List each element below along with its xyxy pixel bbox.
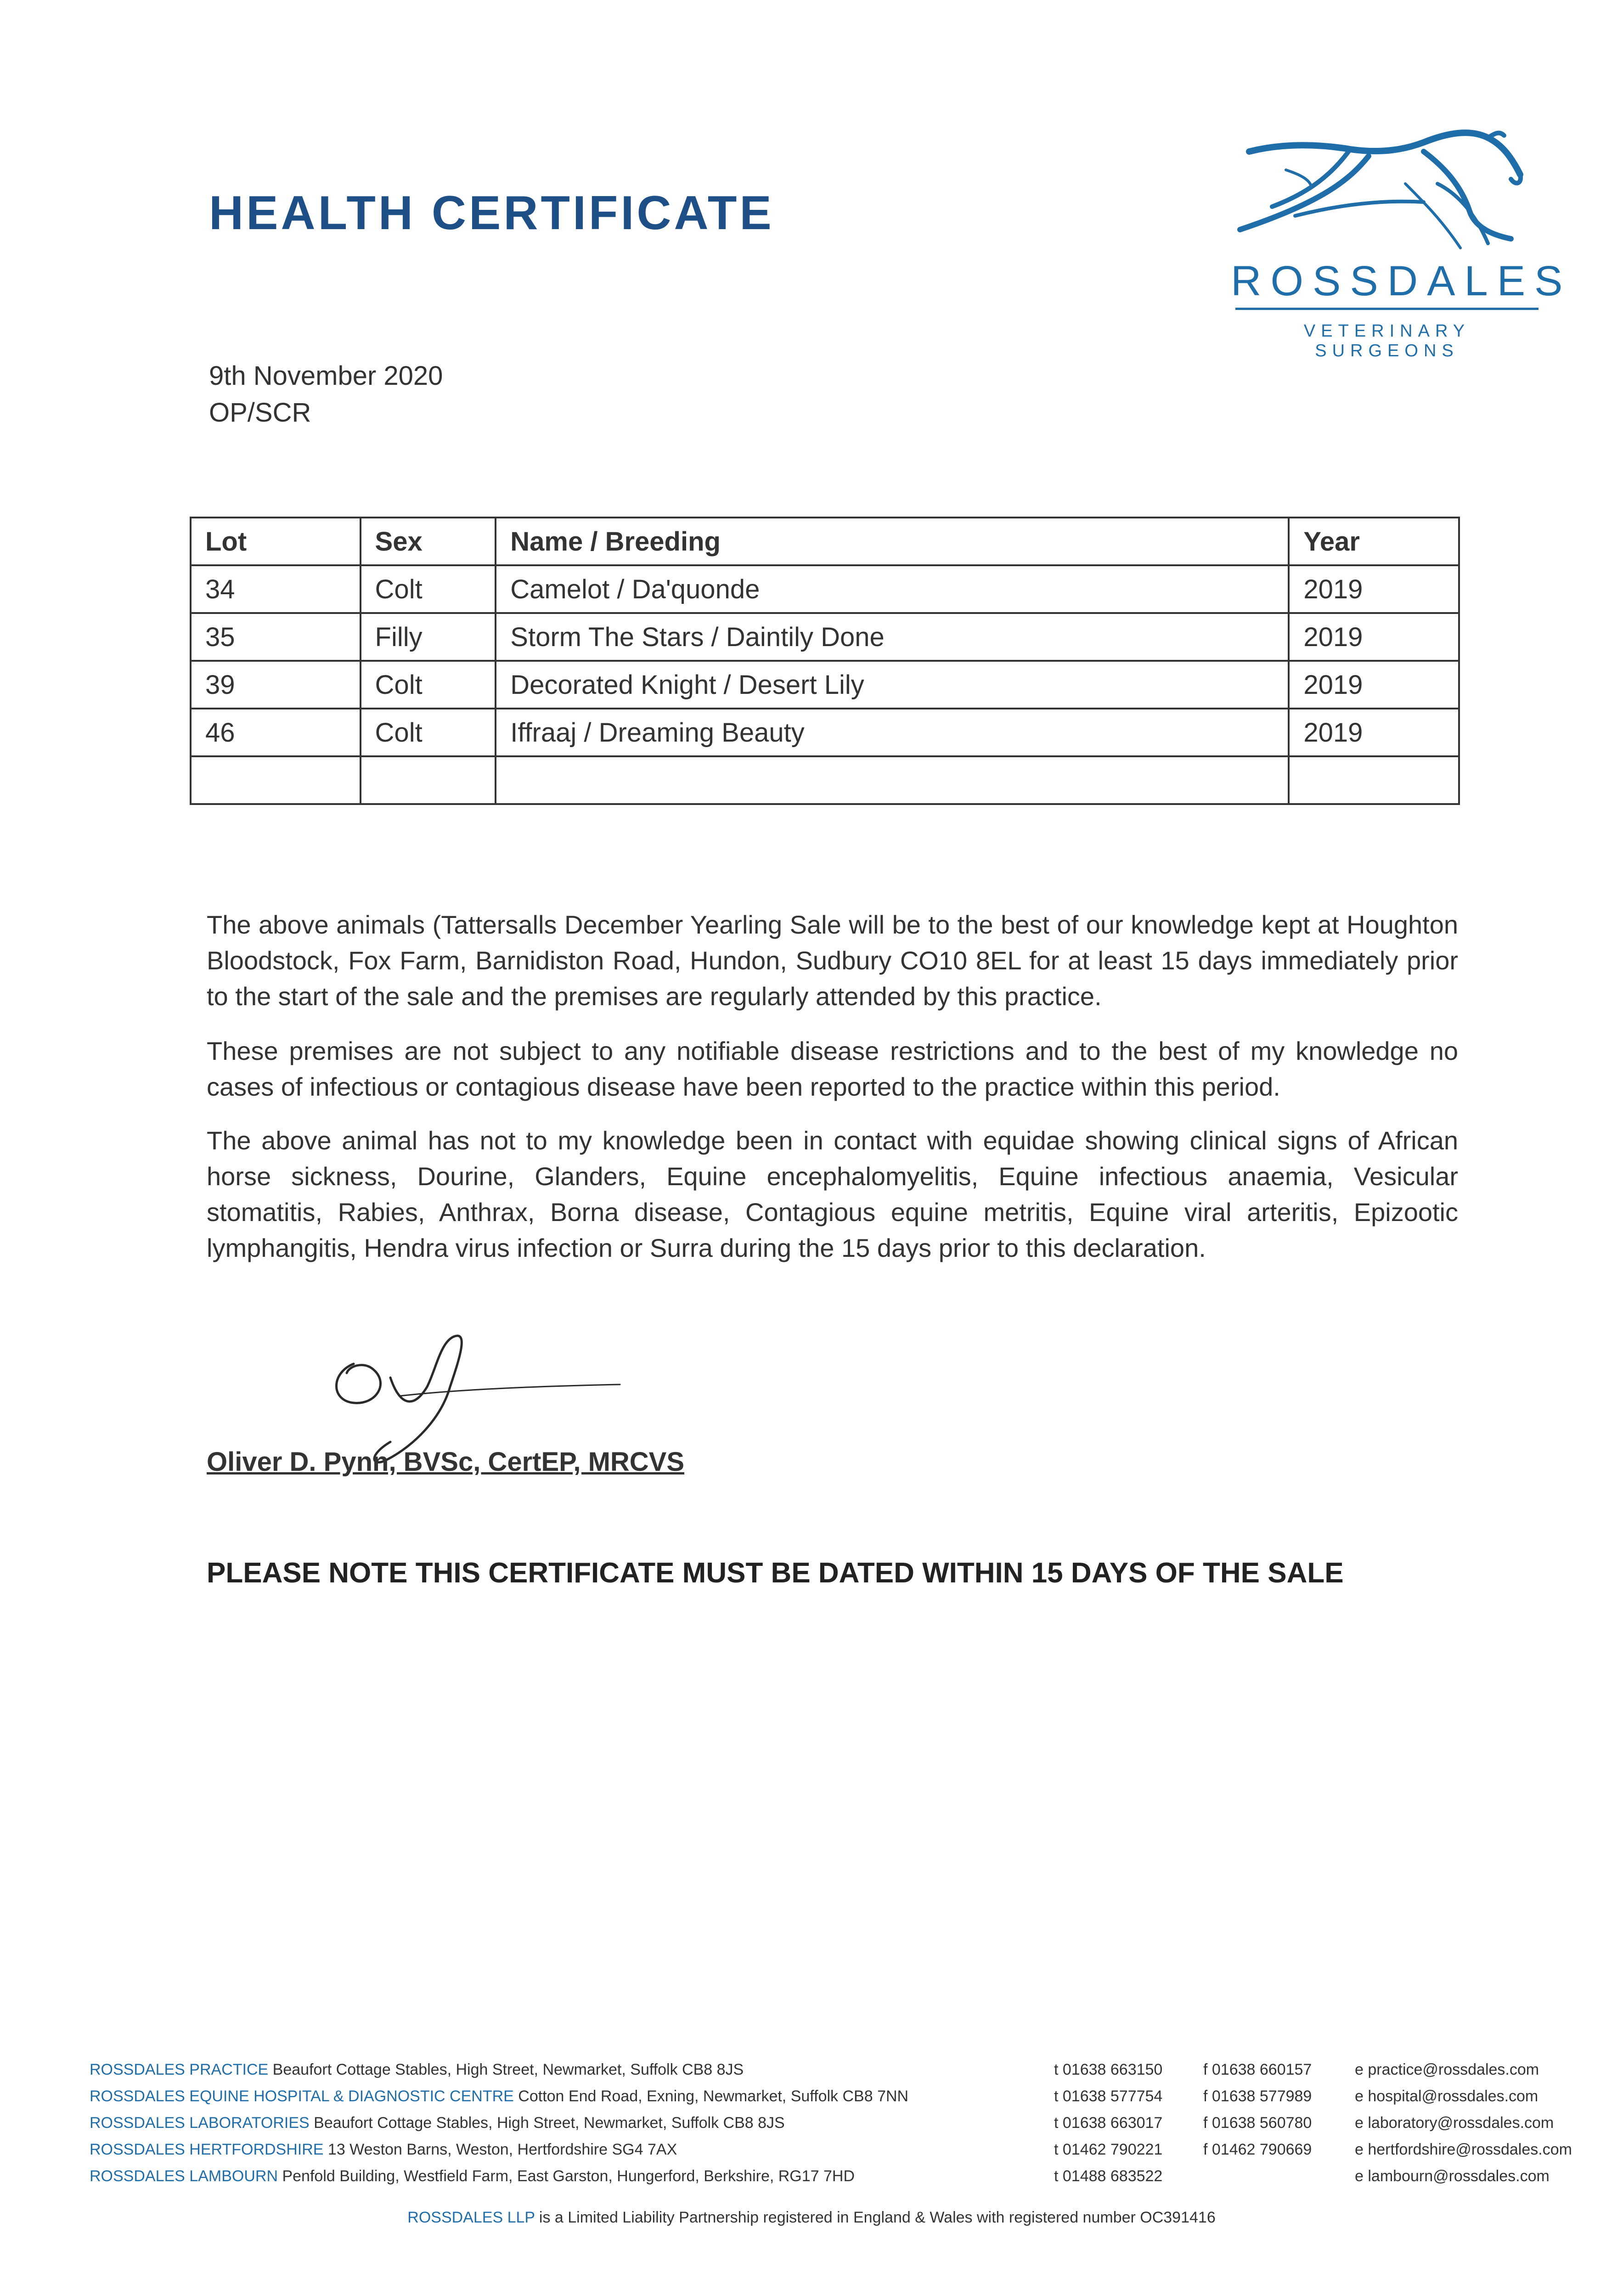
cell-name-breeding: Camelot / Da'quonde: [496, 565, 1289, 613]
cell-year: 2019: [1289, 565, 1459, 613]
footer-email: e hertfordshire@rossdales.com: [1355, 2141, 1572, 2158]
footer-fax: f 01638 660157: [1203, 2061, 1312, 2078]
cell-lot: 35: [191, 613, 361, 661]
footer-location: [90, 2061, 744, 2079]
footer-registration: [0, 2209, 1623, 2227]
footer-location-address: 13 Weston Barns, Weston, Hertfordshire SG4 7AX: [327, 2141, 677, 2158]
logo-subtitle: VETERINARY SURGEONS: [1303, 321, 1471, 360]
footer-fax: f 01638 560780: [1203, 2114, 1312, 2132]
page-title: HEALTH CERTIFICATE: [209, 186, 774, 240]
table-header-row: [191, 518, 1459, 565]
cell-year: 2019: [1289, 661, 1459, 709]
cell-sex: [361, 756, 496, 804]
footer-location: [90, 2167, 855, 2185]
footer-email: e lambourn@rossdales.com: [1355, 2167, 1550, 2185]
logo-wordmark: ROSSDALES: [1231, 258, 1572, 304]
cell-sex: Colt: [361, 661, 496, 709]
rossdales-logo: [1231, 124, 1572, 360]
reference-code: OP/SCR: [209, 398, 311, 428]
registration-text: is a Limited Liability Partnership registered in England & Wales with registered number OC391416: [539, 2209, 1216, 2226]
horse-logo-icon: [1231, 124, 1543, 257]
table-row: [191, 613, 1459, 661]
footer-email: e laboratory@rossdales.com: [1355, 2114, 1554, 2132]
footer-location-address: Cotton End Road, Exning, Newmarket, Suffolk CB8 7NN: [518, 2088, 909, 2105]
footer-fax: f 01462 790669: [1203, 2141, 1312, 2158]
footer-location-name: ROSSDALES LABORATORIES: [90, 2114, 310, 2132]
table-row-empty: [191, 756, 1459, 804]
footer-phone: t 01638 577754: [1054, 2088, 1163, 2105]
table-row: [191, 565, 1459, 613]
body-paragraph-restrictions: These premises are not subject to any notifiable disease restrictions and to the best of my knowledge no cases of infectious or contagious disease have been reported to the practice within this period.: [207, 1036, 1458, 1101]
logo-divider: [1235, 308, 1538, 310]
header-year: Year: [1289, 518, 1459, 565]
cell-lot: [191, 756, 361, 804]
footer-email: e hospital@rossdales.com: [1355, 2088, 1538, 2105]
cell-sex: Colt: [361, 565, 496, 613]
footer-location-name: ROSSDALES HERTFORDSHIRE: [90, 2141, 324, 2158]
registration-name: ROSSDALES LLP: [407, 2209, 535, 2226]
body-paragraph-premises: The above animals (Tattersalls December Yearling Sale will be to the best of our knowledge kept at Houghton Bloodstock, Fox Farm, Barnidiston Road, Hundon, Sudbury CO10 8EL for at least 15 days immediately prior to the start of the sale and the premises are regularly attended by this practice.: [207, 910, 1458, 1011]
cell-sex: Colt: [361, 709, 496, 756]
footer-phone: t 01462 790221: [1054, 2141, 1163, 2158]
cell-name-breeding: [496, 756, 1289, 804]
footer-phone: t 01638 663017: [1054, 2114, 1163, 2132]
footer-phone: t 01638 663150: [1054, 2061, 1163, 2078]
table-row: [191, 661, 1459, 709]
footer-email: e practice@rossdales.com: [1355, 2061, 1539, 2078]
cell-lot: 34: [191, 565, 361, 613]
footer-location: [90, 2088, 908, 2105]
cell-lot: 46: [191, 709, 361, 756]
footer-phone: t 01488 683522: [1054, 2167, 1163, 2185]
header-name-breeding: Name / Breeding: [496, 518, 1289, 565]
table-row: [191, 709, 1459, 756]
certificate-date: 9th November 2020: [209, 361, 443, 391]
footer-location-name: ROSSDALES EQUINE HOSPITAL & DIAGNOSTIC CENTRE: [90, 2088, 514, 2105]
header-sex: Sex: [361, 518, 496, 565]
cell-name-breeding: Decorated Knight / Desert Lily: [496, 661, 1289, 709]
cell-name-breeding: Storm The Stars / Daintily Done: [496, 613, 1289, 661]
cell-name-breeding: Iffraaj / Dreaming Beauty: [496, 709, 1289, 756]
footer-location-address: Beaufort Cottage Stables, High Street, Newmarket, Suffolk CB8 8JS: [272, 2061, 744, 2078]
footer-location: [90, 2114, 785, 2132]
cell-lot: 39: [191, 661, 361, 709]
footer-fax: f 01638 577989: [1203, 2088, 1312, 2105]
body-paragraph-diseases: The above animal has not to my knowledge been in contact with equidae showing clinical signs of African horse sickness, Dourine, Glanders, Equine encephalomyelitis, Equine infectious anaemia, Vesicular stomatitis, Rabies, Anthrax, Borna disease, Contagious equine metritis, Equine viral arteritis, Epizootic lymphangitis, Hendra virus infection or Surra during the 15 days prior to this declaration.: [207, 1126, 1458, 1262]
signatory-name: Oliver D. Pynn, BVSc, CertEP, MRCVS: [207, 1447, 685, 1477]
footer-location: [90, 2141, 677, 2159]
horses-table: [190, 517, 1460, 805]
cell-sex: Filly: [361, 613, 496, 661]
footer-location-address: Beaufort Cottage Stables, High Street, Newmarket, Suffolk CB8 8JS: [314, 2114, 785, 2132]
footer-location-name: ROSSDALES LAMBOURN: [90, 2167, 278, 2185]
footer-location-name: ROSSDALES PRACTICE: [90, 2061, 269, 2078]
cell-year: 2019: [1289, 709, 1459, 756]
header-lot: Lot: [191, 518, 361, 565]
cell-year: [1289, 756, 1459, 804]
validity-note: PLEASE NOTE THIS CERTIFICATE MUST BE DATED WITHIN 15 DAYS OF THE SALE: [207, 1557, 1344, 1589]
cell-year: 2019: [1289, 613, 1459, 661]
footer-location-address: Penfold Building, Westfield Farm, East Garston, Hungerford, Berkshire, RG17 7HD: [282, 2167, 855, 2185]
